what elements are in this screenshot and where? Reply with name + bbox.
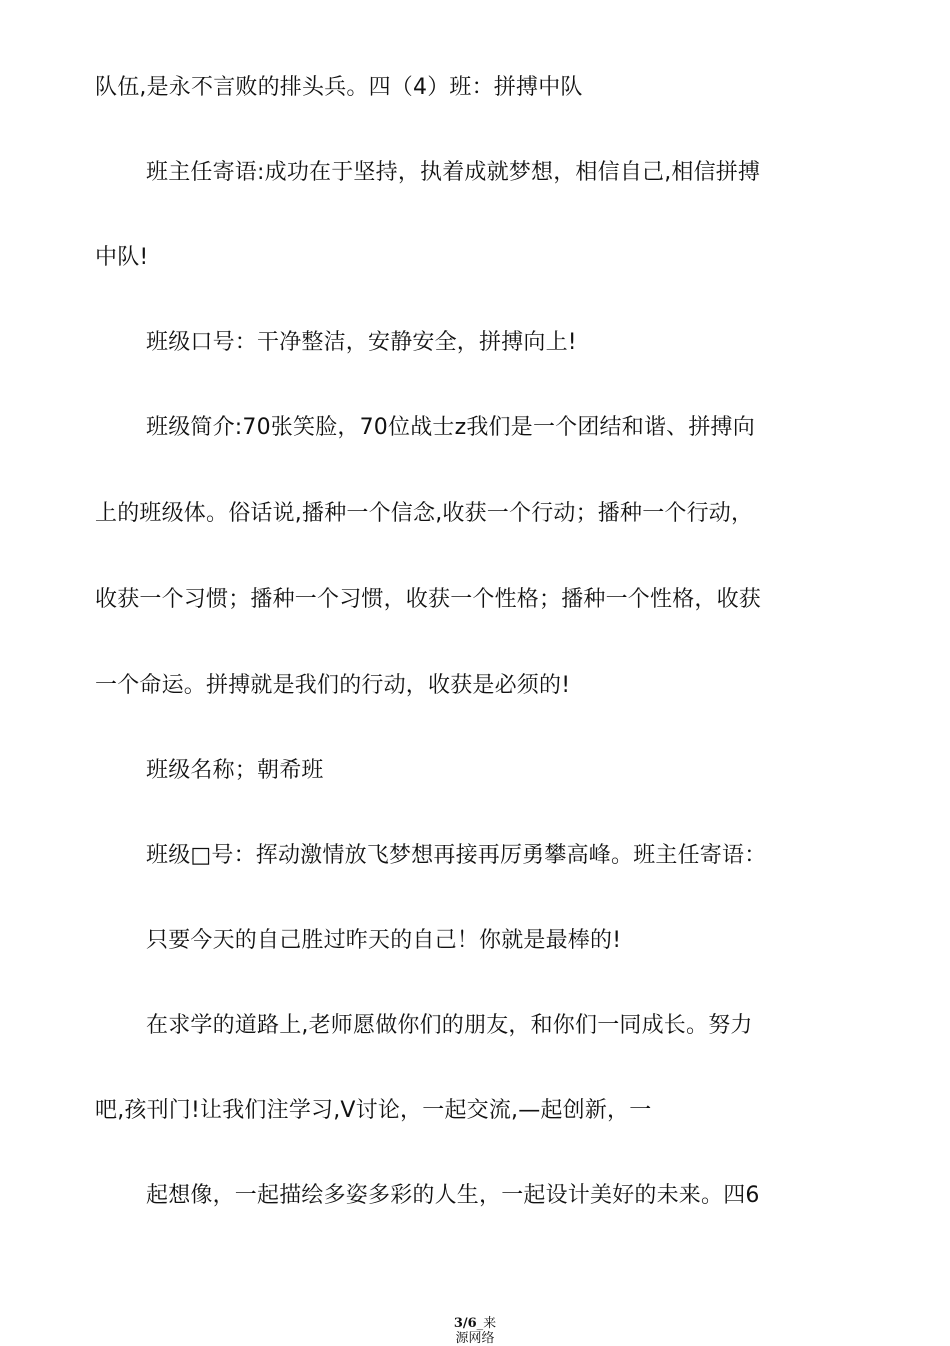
text-line: 在求学的道路上,老师愿做你们的朋友，和你们一同成长。努力 <box>146 1013 753 1038</box>
text-line: 一个命运。拼搏就是我们的行动，收获是必须的! <box>95 673 571 698</box>
text-line: 班级□号：挥动激情放飞梦想再接再厉勇攀高峰。班主任寄语： <box>146 843 767 868</box>
text-line: 只要今天的自己胜过昨天的自己！你就是最棒的! <box>146 928 622 953</box>
text-line: 班级简介:70张笑脸，70位战士z我们是一个团结和谐、拼搏向 <box>146 415 755 440</box>
text-line: 中队! <box>95 245 149 270</box>
footer-suffix: _来 <box>476 1316 497 1331</box>
page-footer-line2: 源网络 <box>455 1331 495 1346</box>
text-line: 班主任寄语:成功在于坚持，执着成就梦想，相信自己,相信拼搏 <box>146 160 761 185</box>
text-line: 收获一个习惯；播种一个习惯，收获一个性格；播种一个性格，收获 <box>95 587 762 612</box>
page-footer <box>0 1316 950 1331</box>
text-line: 起想像，一起描绘多姿多彩的人生，一起设计美好的未来。四6 <box>146 1183 760 1208</box>
text-line: 吧,孩刊门!让我们注学习,V讨论，一起交流,—起创新，一 <box>95 1098 652 1123</box>
text-line: 上的班级体。俗话说,播种一个信念,收获一个行动；播种一个行动， <box>95 501 754 526</box>
text-line: 队伍,是永不言败的排头兵。四（4）班：拼搏中队 <box>95 75 583 100</box>
page-number: 3/6 <box>453 1316 477 1331</box>
text-line: 班级口号：干净整洁，安静安全，拼搏向上! <box>146 330 577 355</box>
text-line: 班级名称；朝希班 <box>146 758 324 783</box>
